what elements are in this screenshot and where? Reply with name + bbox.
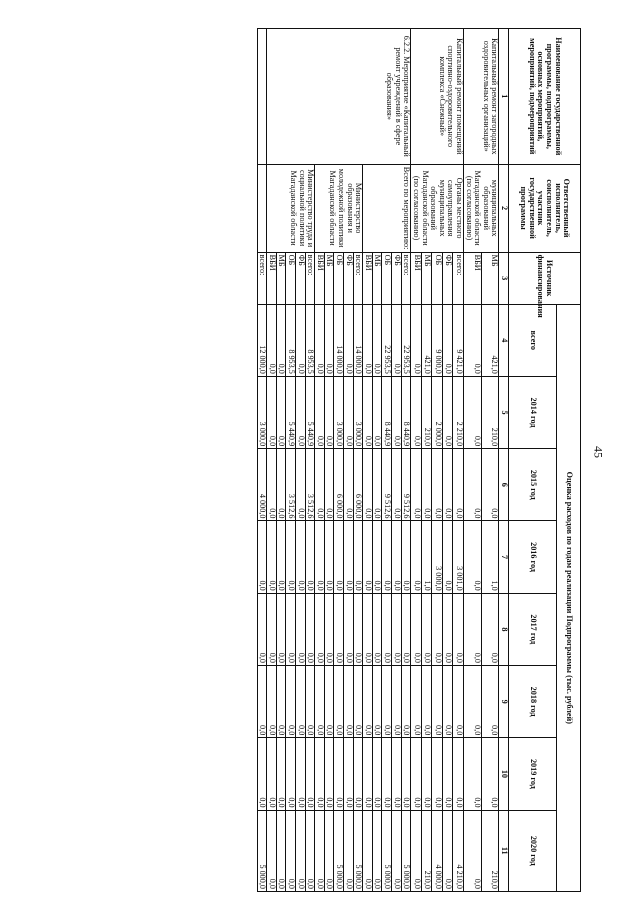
- year-value-cell: 0,0: [401, 593, 411, 665]
- table-row: [453, 29, 464, 892]
- total-value-cell: 0,0: [295, 304, 305, 376]
- year-value-cell: 0,0: [463, 810, 481, 891]
- source-cell: ОБ: [334, 252, 344, 304]
- year-value-cell: 0,0: [432, 738, 443, 810]
- source-cell: всего:: [257, 252, 267, 304]
- column-number: 10: [499, 738, 509, 810]
- column-number: 1: [499, 29, 509, 165]
- year-value-cell: 0,0: [363, 666, 373, 738]
- year-value-cell: 210,0: [481, 376, 499, 448]
- year-value-cell: 0,0: [334, 521, 344, 593]
- year-value-cell: 8 440,9: [401, 376, 411, 448]
- event-name-cell: Капитальный ремонт загородных оздоровительных организаций»: [463, 29, 498, 165]
- year-value-cell: 0,0: [453, 449, 464, 521]
- year-value-cell: 0,0: [276, 666, 286, 738]
- year-value-cell: 4 210,0: [453, 810, 464, 891]
- year-value-cell: 0,0: [344, 666, 354, 738]
- source-cell: ФБ: [392, 252, 402, 304]
- year-value-cell: 0,0: [432, 593, 443, 665]
- year-value-cell: 5 000,0: [382, 810, 392, 891]
- year-value-cell: 0,0: [276, 521, 286, 593]
- total-value-cell: 421,0: [421, 304, 432, 376]
- executor-cell: Министерство труда и социальной политики Магаданской области: [267, 164, 315, 252]
- total-value-cell: 421,0: [481, 304, 499, 376]
- year-value-cell: 0,0: [372, 449, 382, 521]
- year-value-cell: 0,0: [442, 449, 453, 521]
- year-value-cell: 0,0: [363, 449, 373, 521]
- total-value-cell: 9 000,0: [432, 304, 443, 376]
- column-number-row: [499, 29, 509, 892]
- year-value-cell: 0,0: [267, 593, 277, 665]
- executor-cell: Органы местного самоуправления муниципальных образований Магаданской области (по согласованию): [411, 164, 464, 252]
- executor-cell: [257, 164, 267, 252]
- year-value-cell: 0,0: [392, 449, 402, 521]
- year-value-cell: 0,0: [411, 666, 422, 738]
- source-cell: всего:: [453, 252, 464, 304]
- column-number: 3: [499, 252, 509, 304]
- source-cell: ОБ: [432, 252, 443, 304]
- header-total: всего: [509, 304, 557, 376]
- total-value-cell: 8 953,5: [305, 304, 315, 376]
- year-value-cell: 0,0: [392, 666, 402, 738]
- year-value-cell: 8 440,9: [382, 376, 392, 448]
- year-value-cell: 5 000,0: [334, 810, 344, 891]
- year-value-cell: 0,0: [411, 593, 422, 665]
- source-cell: ФБ: [442, 252, 453, 304]
- year-value-cell: 0,0: [481, 738, 499, 810]
- year-value-cell: 0,0: [276, 376, 286, 448]
- total-value-cell: 0,0: [324, 304, 334, 376]
- source-cell: МБ: [481, 252, 499, 304]
- total-value-cell: 22 953,5: [401, 304, 411, 376]
- year-value-cell: 0,0: [334, 593, 344, 665]
- year-value-cell: 0,0: [442, 593, 453, 665]
- header-year: 2015 год: [509, 449, 557, 521]
- year-value-cell: 0,0: [363, 738, 373, 810]
- year-value-cell: 0,0: [324, 810, 334, 891]
- total-value-cell: 22 953,5: [382, 304, 392, 376]
- year-value-cell: 0,0: [344, 376, 354, 448]
- year-value-cell: 0,0: [401, 738, 411, 810]
- year-value-cell: 0,0: [324, 376, 334, 448]
- year-value-cell: 5 440,9: [286, 376, 296, 448]
- year-value-cell: 0,0: [463, 738, 481, 810]
- year-value-cell: 0,0: [257, 593, 267, 665]
- source-cell: МБ: [421, 252, 432, 304]
- year-value-cell: 0,0: [372, 593, 382, 665]
- year-value-cell: 0,0: [392, 376, 402, 448]
- year-value-cell: 0,0: [392, 738, 402, 810]
- year-value-cell: 210,0: [421, 810, 432, 891]
- header-year: 2019 год: [509, 738, 557, 810]
- year-value-cell: 0,0: [481, 593, 499, 665]
- year-value-cell: 5 000,0: [353, 810, 363, 891]
- executor-cell: муниципальных образований Магаданской области (по согласованию): [463, 164, 498, 252]
- year-value-cell: 0,0: [392, 810, 402, 891]
- header-year: 2016 год: [509, 521, 557, 593]
- year-value-cell: 0,0: [305, 810, 315, 891]
- year-value-cell: 0,0: [463, 376, 481, 448]
- source-cell: ОБ: [286, 252, 296, 304]
- total-value-cell: 0,0: [463, 304, 481, 376]
- year-value-cell: 0,0: [372, 666, 382, 738]
- year-value-cell: 6 000,0: [353, 449, 363, 521]
- year-value-cell: 0,0: [481, 666, 499, 738]
- year-value-cell: 3 000,0: [334, 376, 344, 448]
- source-cell: ОБ: [382, 252, 392, 304]
- year-value-cell: 0,0: [315, 593, 325, 665]
- year-value-cell: 0,0: [372, 810, 382, 891]
- year-value-cell: 0,0: [257, 521, 267, 593]
- year-value-cell: 5 000,0: [257, 810, 267, 891]
- year-value-cell: 0,0: [421, 738, 432, 810]
- year-value-cell: 0,0: [442, 521, 453, 593]
- year-value-cell: 0,0: [286, 521, 296, 593]
- year-value-cell: 0,0: [324, 738, 334, 810]
- budget-table-sheet: [61, 28, 581, 892]
- year-value-cell: 4 000,0: [432, 810, 443, 891]
- year-value-cell: 0,0: [463, 666, 481, 738]
- year-value-cell: 0,0: [305, 521, 315, 593]
- source-cell: ВБИ: [463, 252, 481, 304]
- year-value-cell: 0,0: [315, 521, 325, 593]
- header-year: 2017 год: [509, 593, 557, 665]
- year-value-cell: 0,0: [324, 593, 334, 665]
- source-cell: МБ: [324, 252, 334, 304]
- year-value-cell: 5 000,0: [401, 810, 411, 891]
- year-value-cell: 0,0: [463, 449, 481, 521]
- year-value-cell: 0,0: [363, 810, 373, 891]
- source-cell: всего:: [305, 252, 315, 304]
- year-value-cell: 0,0: [276, 449, 286, 521]
- year-value-cell: 0,0: [421, 666, 432, 738]
- column-number: 4: [499, 304, 509, 376]
- event-name-cell: 6.2.2. Мероприятие «Капитальный ремонт учреждений в сфере образования»: [267, 29, 411, 165]
- page-number: 45: [591, 446, 606, 458]
- year-value-cell: 210,0: [481, 810, 499, 891]
- table-row: [401, 29, 411, 892]
- year-value-cell: 3 512,6: [286, 449, 296, 521]
- column-number: 2: [499, 164, 509, 252]
- year-value-cell: 0,0: [392, 521, 402, 593]
- table-body: [257, 29, 499, 892]
- year-value-cell: 0,0: [411, 738, 422, 810]
- total-value-cell: 0,0: [363, 304, 373, 376]
- year-value-cell: 0,0: [392, 593, 402, 665]
- budget-table: [257, 28, 581, 892]
- year-value-cell: 0,0: [401, 666, 411, 738]
- total-value-cell: 14 000,0: [334, 304, 344, 376]
- total-value-cell: 0,0: [372, 304, 382, 376]
- year-value-cell: 0,0: [353, 738, 363, 810]
- year-value-cell: 0,0: [363, 521, 373, 593]
- total-value-cell: 12 000,0: [257, 304, 267, 376]
- year-value-cell: 0,0: [267, 521, 277, 593]
- year-value-cell: 0,0: [453, 666, 464, 738]
- year-value-cell: 3 000,0: [257, 376, 267, 448]
- executor-cell: Всего по мероприятию:: [363, 164, 411, 252]
- year-value-cell: 0,0: [324, 666, 334, 738]
- year-value-cell: 0,0: [305, 738, 315, 810]
- year-value-cell: 0,0: [315, 738, 325, 810]
- source-cell: ВБИ: [411, 252, 422, 304]
- header-year: 2018 год: [509, 666, 557, 738]
- source-cell: МБ: [372, 252, 382, 304]
- column-number: 9: [499, 666, 509, 738]
- year-value-cell: 0,0: [257, 666, 267, 738]
- year-value-cell: 0,0: [432, 666, 443, 738]
- source-cell: МБ: [276, 252, 286, 304]
- year-value-cell: 0,0: [344, 810, 354, 891]
- year-value-cell: 9 512,6: [382, 449, 392, 521]
- header-source: Источник финансирования: [509, 252, 581, 304]
- year-value-cell: 0,0: [463, 521, 481, 593]
- table-row: [481, 29, 499, 892]
- year-value-cell: 0,0: [411, 449, 422, 521]
- year-value-cell: 0,0: [315, 449, 325, 521]
- year-value-cell: 0,0: [344, 449, 354, 521]
- column-number: 8: [499, 593, 509, 665]
- year-value-cell: 0,0: [276, 738, 286, 810]
- year-value-cell: 0,0: [353, 593, 363, 665]
- year-value-cell: 0,0: [324, 521, 334, 593]
- year-value-cell: 0,0: [344, 593, 354, 665]
- year-value-cell: 0,0: [334, 666, 344, 738]
- year-value-cell: 0,0: [344, 521, 354, 593]
- year-value-cell: 0,0: [315, 376, 325, 448]
- year-value-cell: 0,0: [267, 666, 277, 738]
- total-value-cell: 0,0: [344, 304, 354, 376]
- column-number: 5: [499, 376, 509, 448]
- total-value-cell: 0,0: [276, 304, 286, 376]
- year-value-cell: 0,0: [324, 449, 334, 521]
- year-value-cell: 0,0: [372, 738, 382, 810]
- year-value-cell: 0,0: [382, 593, 392, 665]
- year-value-cell: 0,0: [442, 738, 453, 810]
- source-cell: всего:: [353, 252, 363, 304]
- year-value-cell: 0,0: [267, 738, 277, 810]
- year-value-cell: 3 000,0: [432, 521, 443, 593]
- source-cell: ФБ: [344, 252, 354, 304]
- year-value-cell: 0,0: [421, 449, 432, 521]
- year-value-cell: 0,0: [453, 593, 464, 665]
- year-value-cell: 0,0: [372, 521, 382, 593]
- year-value-cell: 1,0: [481, 521, 499, 593]
- year-value-cell: 0,0: [411, 521, 422, 593]
- year-value-cell: 0,0: [267, 449, 277, 521]
- source-cell: ФБ: [295, 252, 305, 304]
- year-value-cell: 0,0: [286, 738, 296, 810]
- year-value-cell: 3 000,0: [353, 376, 363, 448]
- year-value-cell: 9 512,6: [401, 449, 411, 521]
- year-value-cell: 0,0: [382, 666, 392, 738]
- year-value-cell: 0,0: [295, 666, 305, 738]
- total-value-cell: 9 421,0: [453, 304, 464, 376]
- year-value-cell: 0,0: [286, 666, 296, 738]
- year-value-cell: 0,0: [353, 666, 363, 738]
- year-value-cell: 0,0: [363, 376, 373, 448]
- source-cell: всего:: [401, 252, 411, 304]
- year-value-cell: 0,0: [453, 738, 464, 810]
- source-cell: ВБИ: [267, 252, 277, 304]
- year-value-cell: 4 000,0: [257, 449, 267, 521]
- year-value-cell: 0,0: [463, 593, 481, 665]
- event-name-cell: Капитальный ремонт помещений спортивно-оздоровительного комплекса «Снежный»: [411, 29, 464, 165]
- year-value-cell: 0,0: [295, 593, 305, 665]
- year-value-cell: 210,0: [421, 376, 432, 448]
- header-year: 2020 год: [509, 810, 557, 891]
- header-year: 2014 год: [509, 376, 557, 448]
- year-value-cell: 0,0: [257, 738, 267, 810]
- year-value-cell: 0,0: [295, 810, 305, 891]
- year-value-cell: 0,0: [382, 738, 392, 810]
- year-value-cell: 0,0: [334, 738, 344, 810]
- year-value-cell: 0,0: [363, 593, 373, 665]
- year-value-cell: 0,0: [442, 376, 453, 448]
- year-value-cell: 0,0: [401, 521, 411, 593]
- source-cell: ВБИ: [315, 252, 325, 304]
- column-number: 11: [499, 810, 509, 891]
- year-value-cell: 6 000,0: [334, 449, 344, 521]
- header-estimate: Оценка расходов по годам реализации Подпрограммы (тыс. рублей): [557, 304, 581, 891]
- year-value-cell: 0,0: [286, 810, 296, 891]
- year-value-cell: 0,0: [411, 810, 422, 891]
- year-value-cell: 0,0: [267, 810, 277, 891]
- year-value-cell: 2 000,0: [432, 376, 443, 448]
- column-number: 7: [499, 521, 509, 593]
- header-name: Наименование государственной программы, подпрограммы, основных мероприятий, мероприятий, подмероприятий: [509, 29, 581, 165]
- year-value-cell: 5 440,9: [305, 376, 315, 448]
- year-value-cell: 0,0: [315, 810, 325, 891]
- total-value-cell: 0,0: [267, 304, 277, 376]
- total-value-cell: 0,0: [411, 304, 422, 376]
- year-value-cell: 3 512,6: [305, 449, 315, 521]
- executor-cell: Министерство образования и молодежной политики Магаданской области: [315, 164, 363, 252]
- year-value-cell: 0,0: [315, 666, 325, 738]
- total-value-cell: 14 000,0: [353, 304, 363, 376]
- year-value-cell: 0,0: [267, 376, 277, 448]
- total-value-cell: 0,0: [392, 304, 402, 376]
- total-value-cell: 0,0: [442, 304, 453, 376]
- year-value-cell: 0,0: [432, 449, 443, 521]
- year-value-cell: 0,0: [286, 593, 296, 665]
- year-value-cell: 0,0: [344, 738, 354, 810]
- year-value-cell: 0,0: [295, 449, 305, 521]
- header-executor: Ответственный исполнитель, соисполнитель, участник государственной программы: [509, 164, 581, 252]
- year-value-cell: 0,0: [276, 593, 286, 665]
- event-name-cell: [257, 29, 267, 165]
- year-value-cell: 0,0: [353, 521, 363, 593]
- year-value-cell: 0,0: [305, 666, 315, 738]
- year-value-cell: 0,0: [421, 593, 432, 665]
- year-value-cell: 1,0: [421, 521, 432, 593]
- year-value-cell: 0,0: [442, 666, 453, 738]
- year-value-cell: 3 001,0: [453, 521, 464, 593]
- year-value-cell: 0,0: [382, 521, 392, 593]
- table-row: [257, 29, 267, 892]
- year-value-cell: 0,0: [305, 593, 315, 665]
- total-value-cell: 8 953,5: [286, 304, 296, 376]
- year-value-cell: 0,0: [295, 376, 305, 448]
- year-value-cell: 0,0: [372, 376, 382, 448]
- year-value-cell: 0,0: [442, 810, 453, 891]
- source-cell: ВБИ: [363, 252, 373, 304]
- year-value-cell: 0,0: [295, 738, 305, 810]
- year-value-cell: 2 210,0: [453, 376, 464, 448]
- year-value-cell: 0,0: [295, 521, 305, 593]
- column-number: 6: [499, 449, 509, 521]
- year-value-cell: 0,0: [411, 376, 422, 448]
- year-value-cell: 0,0: [481, 449, 499, 521]
- year-value-cell: 0,0: [276, 810, 286, 891]
- total-value-cell: 0,0: [315, 304, 325, 376]
